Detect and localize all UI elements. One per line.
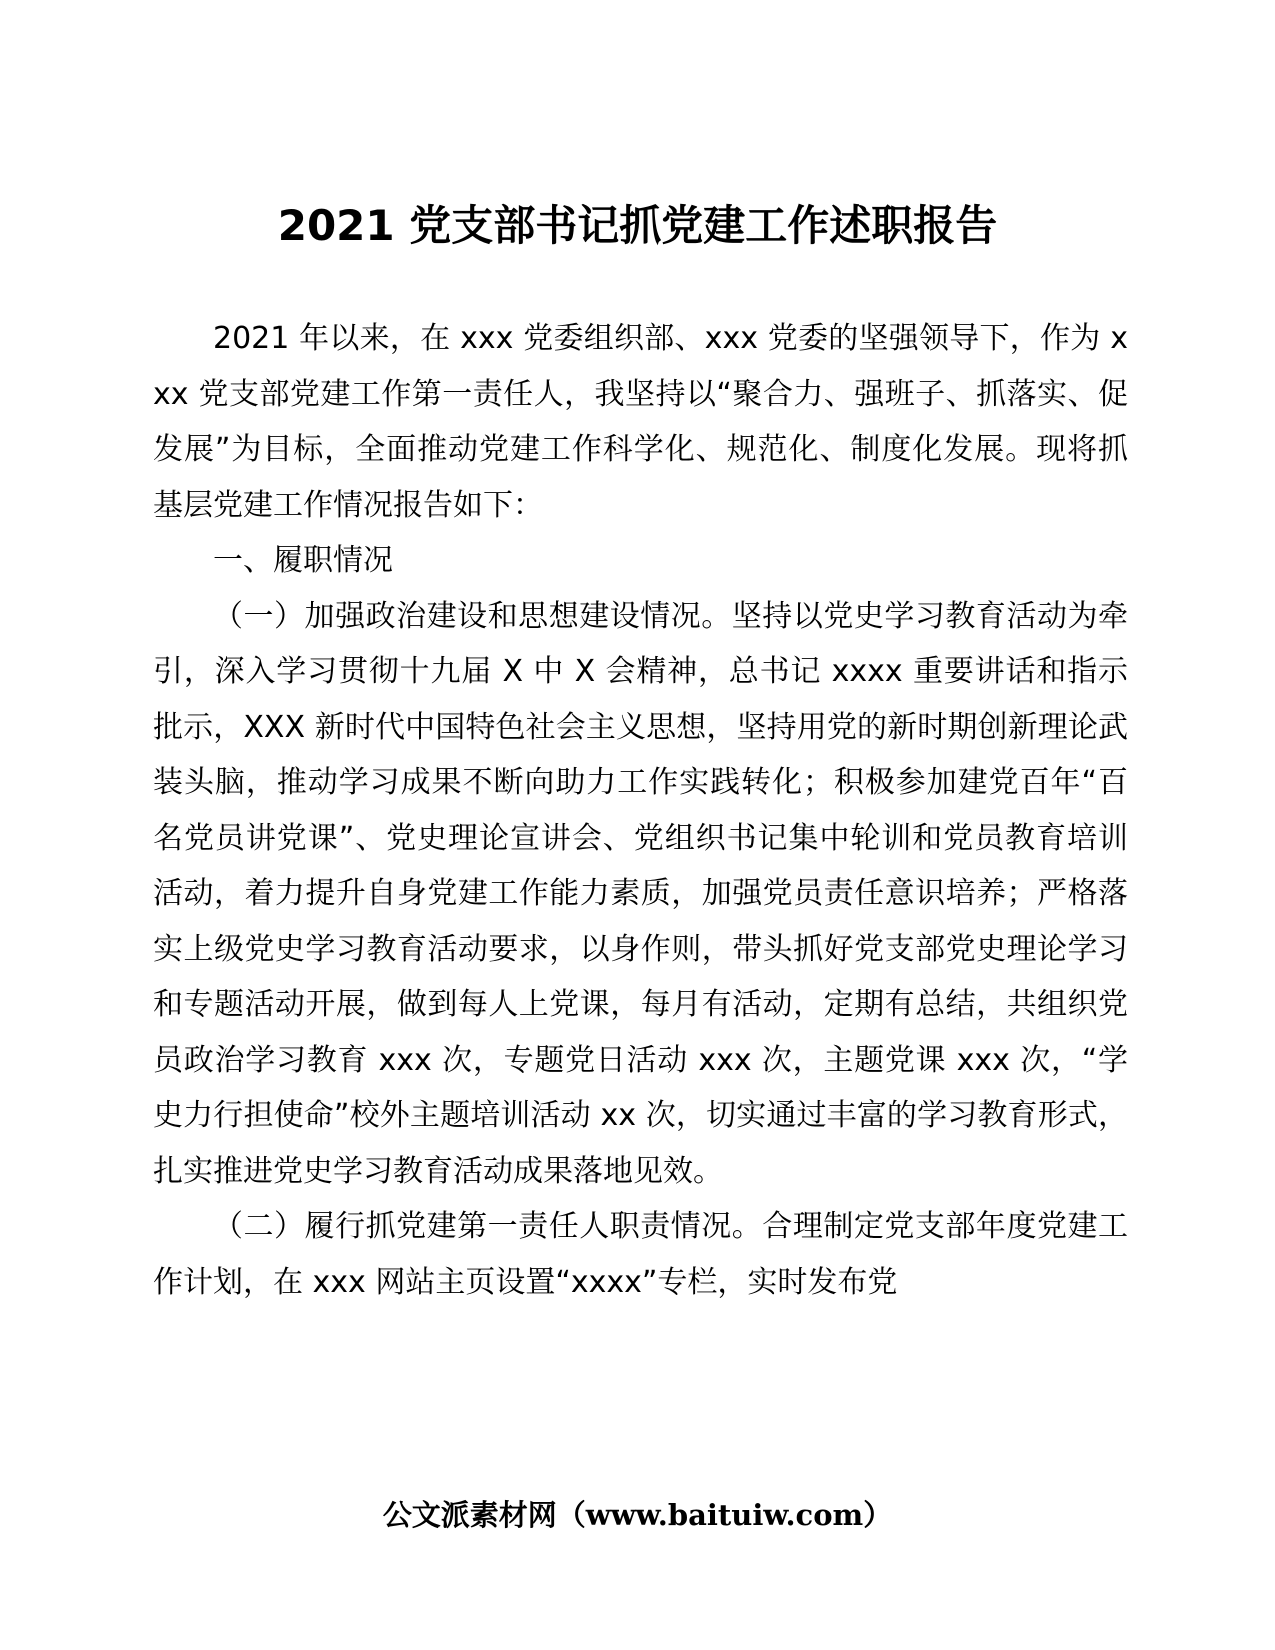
- body-paragraph: （一）加强政治建设和思想建设情况。坚持以党史学习教育活动为牵引，深入学习贯彻十九届 X 中 X 会精神，总书记 xxxx 重要讲话和指示批示，XXX 新时代中国特色社会主义思想，坚持用党的新时期创新理论武装头脑，推动学习成果不断向助力工作实践转化；积极参加建党百年“百名党员讲党课”、党史理论宣讲会、党组织书记集中轮训和党员教育培训活动，着力提升自身党建工作能力素质，加强党员责任意识培养；严格落实上级党史学习教育活动要求，以身作则，带头抓好党支部党史理论学习和专题活动开展，做到每人上党课，每月有活动，定期有总结，共组织党员政治学习教育 xxx 次，专题党日活动 xxx 次，主题党课 xxx 次，“学史力行担使命”校外主题培训活动 xx 次，切实通过丰富的学习教育形式，扎实推进党史学习教育活动成果落地见效。: [153, 598, 1128, 1189]
- body-paragraph: （二）履行抓党建第一责任人职责情况。合理制定党支部年度党建工作计划，在 xxx 网站主页设置“xxxx”专栏，实时发布党: [153, 1209, 1128, 1300]
- intro-paragraph: 2021 年以来，在 xxx 党委组织部、xxx 党委的坚强领导下，作为 xxx 党支部党建工作第一责任人，我坚持以“聚合力、强班子、抓落实、促发展”为目标，全面推动党建工作科学化、规范化、制度化发展。现将抓基层党建工作情况报告如下：: [153, 321, 1128, 523]
- document-body: [153, 311, 1128, 1310]
- footer-watermark: 公文派素材网（www.baituiw.com）: [382, 1498, 893, 1532]
- section-heading: 一、履职情况: [213, 543, 393, 578]
- document-title: 2021 党支部书记抓党建工作述职报告: [277, 201, 998, 250]
